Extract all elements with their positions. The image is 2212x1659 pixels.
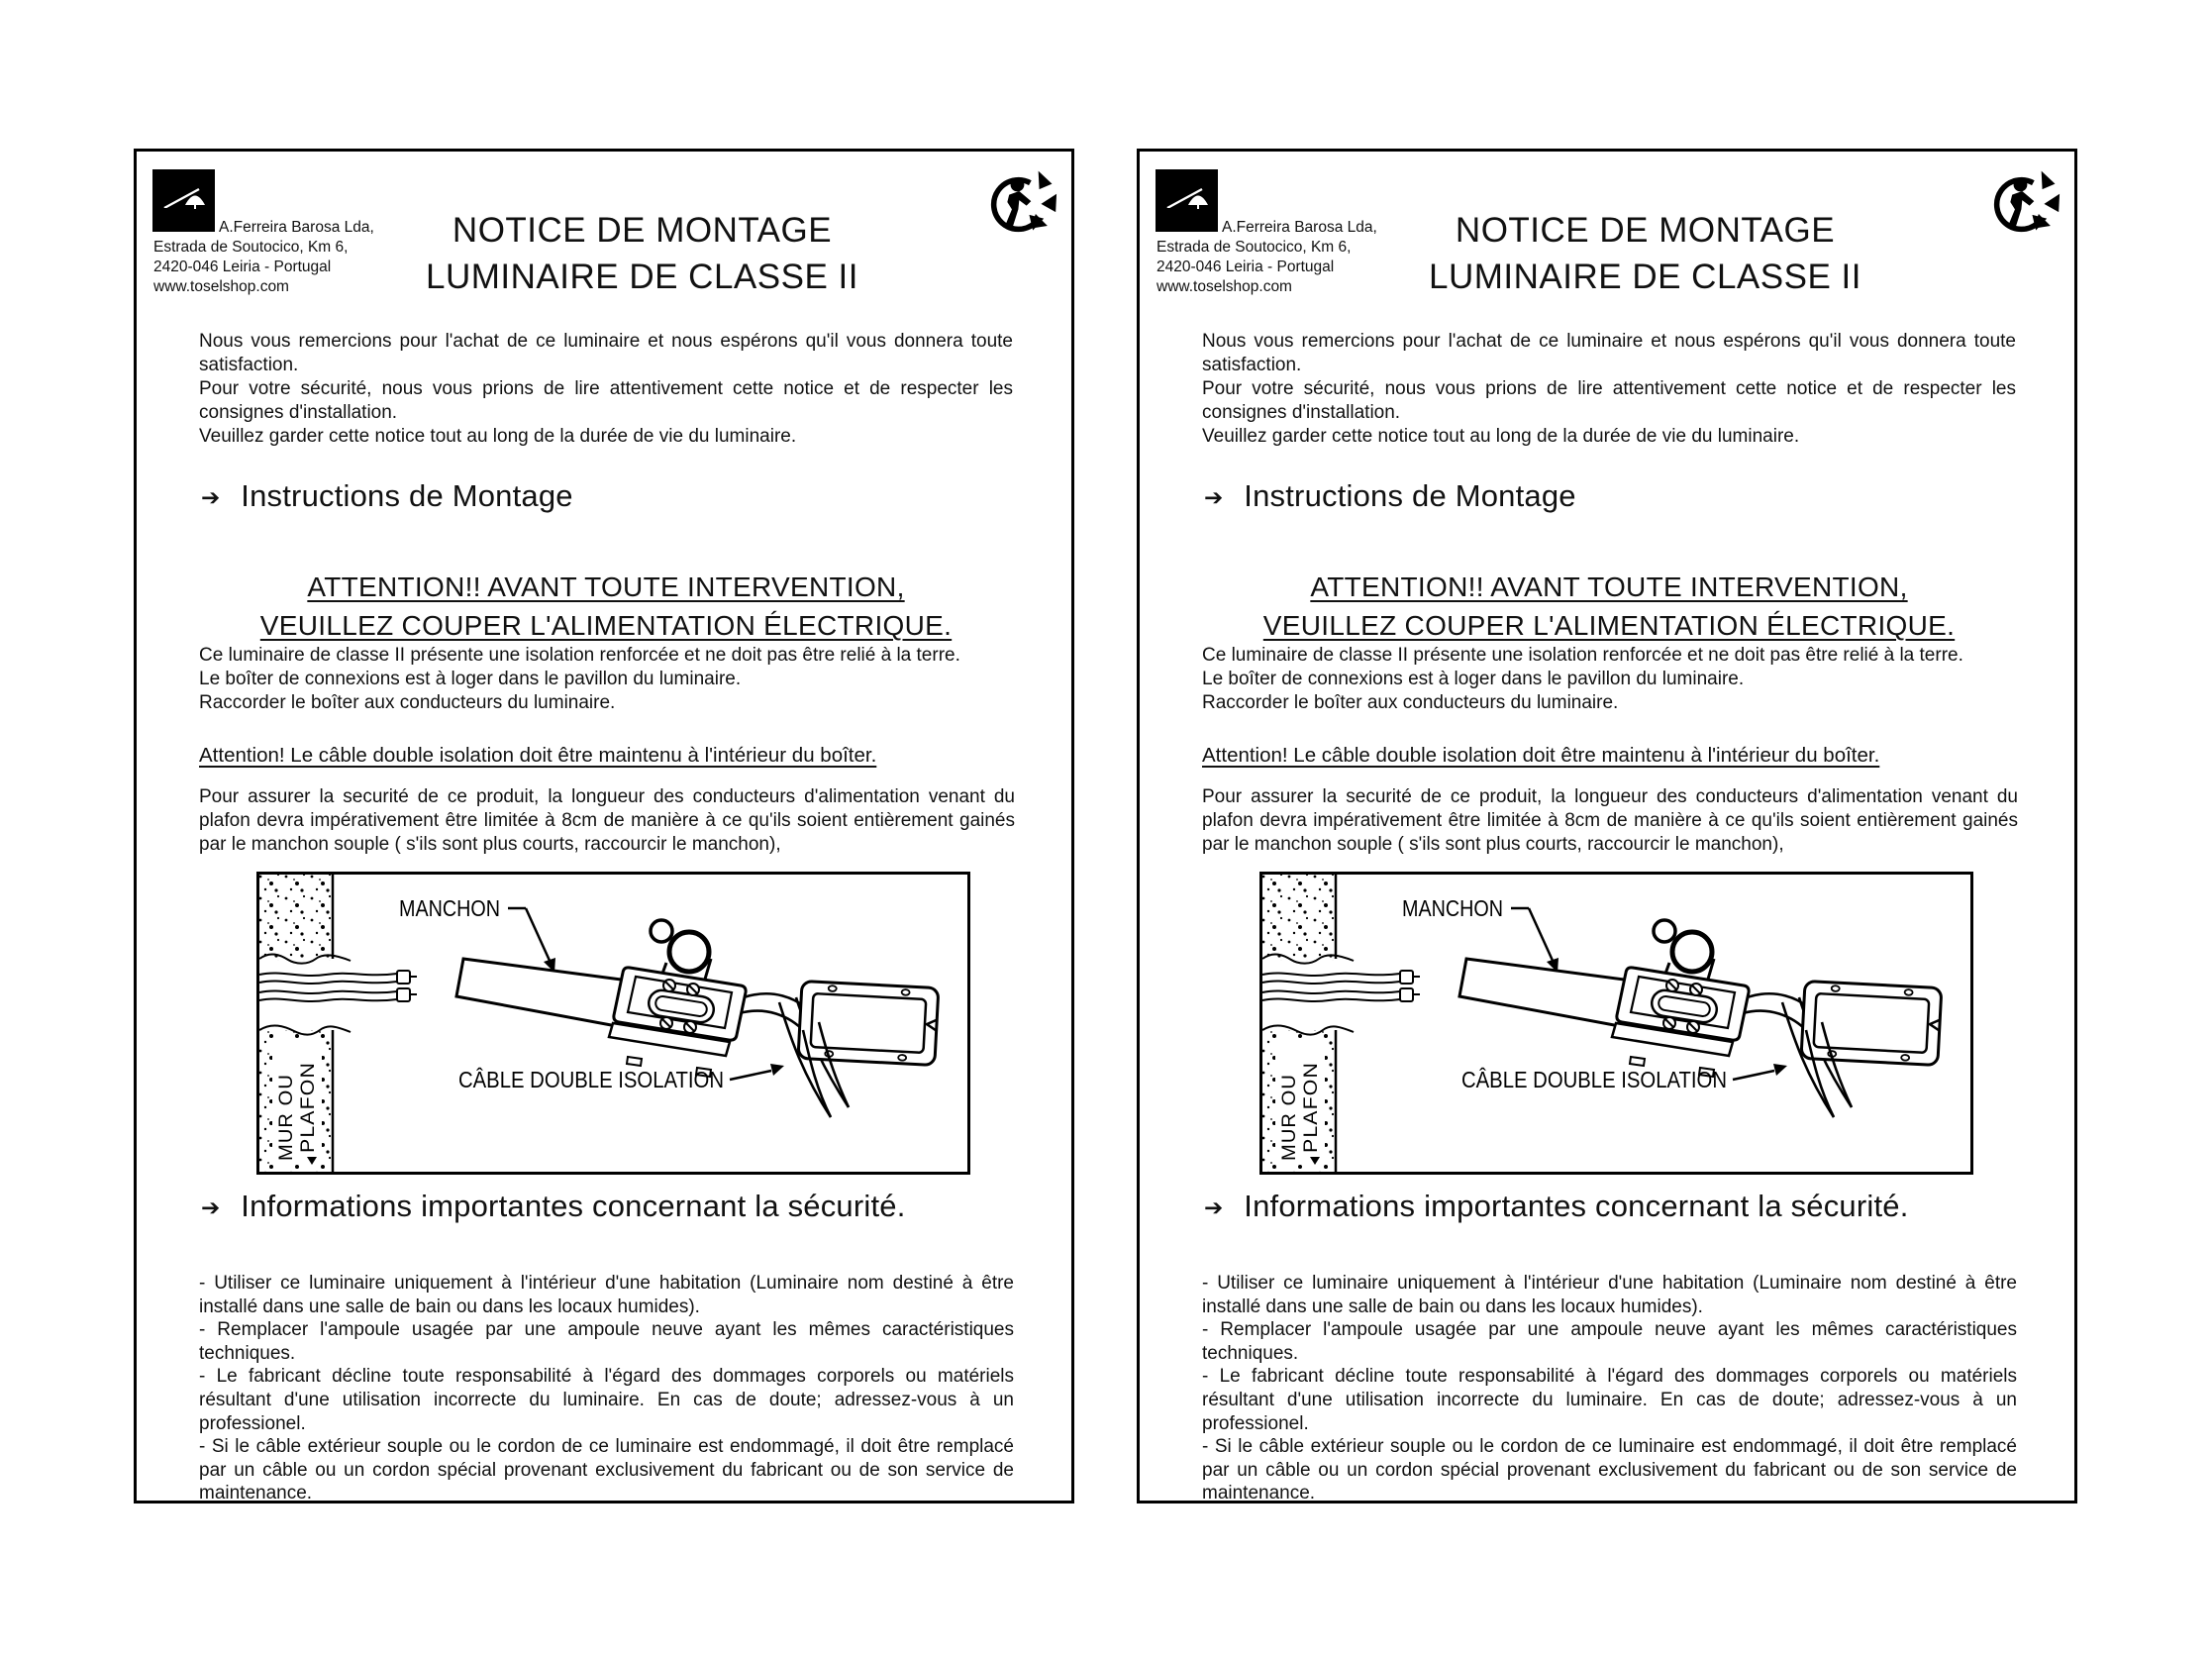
safety-list <box>199 1272 1014 1505</box>
address-line-1: Estrada de Soutocico, Km 6, <box>153 239 349 256</box>
securite-heading: Informations importantes concernant la sécurité. <box>241 1189 906 1223</box>
address-line-2: 2420-046 Leiria - Portugal <box>1156 259 1335 275</box>
arrow-right-icon: ➔ <box>201 483 221 510</box>
montage-heading-row <box>201 478 573 514</box>
security-length-paragraph: Pour assurer la securité de ce produit, la longueur des conducteurs d'alimentation venant du plafon devra impérativement être limitée à 8cm de manière à ce qu'ils soient entièrement gainés par le manchon souple ( s'ils sont plus courts, raccourcir le manchon), <box>1202 786 2018 855</box>
securite-heading: Informations importantes concernant la sécurité. <box>1244 1189 1909 1223</box>
attention-cable-note: Attention! Le câble double isolation doit être maintenu à l'intérieur du boîter. <box>1202 744 1880 767</box>
intro-paragraph-3: Veuillez garder cette notice tout au long de la durée de vie du luminaire. <box>199 426 797 447</box>
notice-page-left <box>134 149 1074 1503</box>
wall-label-line-2: PLAFON <box>1301 1071 1322 1153</box>
class2-note-2: Le boîter de connexions est à loger dans le pavillon du luminaire. <box>1202 669 1745 689</box>
warning-line-2: VEUILLEZ COUPER L'ALIMENTATION ÉLECTRIQUE. <box>259 610 953 641</box>
page-title <box>362 207 922 300</box>
class2-note-3: Raccorder le boîter aux conducteurs du luminaire. <box>1202 692 1619 713</box>
arrow-right-icon: ➔ <box>1204 483 1224 510</box>
cable-label: CÂBLE DOUBLE ISOLATION <box>1461 1067 1727 1092</box>
safety-item-1: - Utiliser ce luminaire uniquement à l'intérieur d'une habitation (Luminaire nom destiné à être installé dans une salle de bain ou dans les locaux humides). <box>199 1273 1014 1317</box>
attention-cable-note: Attention! Le câble double isolation doit être maintenu à l'intérieur du boîter. <box>199 744 877 767</box>
page-title <box>1365 207 1925 300</box>
safety-item-3: - Le fabricant décline toute responsabilité à l'égard des dommages corporels ou matériels résultant d'une utilisation incorrecte du luminaire. En cas de doute; adressez-vous à un professionel. <box>1202 1366 2017 1434</box>
wall-label-line-1: MUR OU <box>1279 1078 1300 1161</box>
safety-item-2: - Remplacer l'ampoule usagée par une ampoule neuve ayant les mêmes caractéristiques techniques. <box>199 1319 1014 1364</box>
safety-list <box>1202 1272 2017 1505</box>
triman-recycling-icon <box>1991 161 2061 243</box>
intro-paragraph-3: Veuillez garder cette notice tout au long de la durée de vie du luminaire. <box>1202 426 1800 447</box>
intro-paragraph-2: Pour votre sécurité, nous vous prions de lire attentivement cette notice et de respecter les consignes d'installation. <box>199 378 1013 423</box>
title-line-1: NOTICE DE MONTAGE <box>1455 211 1836 250</box>
company-name: A.Ferreira Barosa Lda, <box>219 219 374 236</box>
manchon-label: MANCHON <box>1402 895 1503 921</box>
class2-note-2: Le boîter de connexions est à loger dans le pavillon du luminaire. <box>199 669 742 689</box>
warning-line-1: ATTENTION!! AVANT TOUTE INTERVENTION, <box>307 571 905 602</box>
title-line-2: LUMINAIRE DE CLASSE II <box>1429 258 1861 296</box>
class2-notes <box>1202 644 2024 715</box>
website-url: www.toselshop.com <box>153 278 289 295</box>
montage-heading: Instructions de Montage <box>1244 478 1576 513</box>
arrow-right-icon: ➔ <box>201 1193 221 1220</box>
arrow-right-icon: ➔ <box>1204 1193 1224 1220</box>
notice-page-right <box>1137 149 2077 1503</box>
safety-item-4: - Si le câble extérieur souple ou le cordon de ce luminaire est endommagé, il doit être remplacé par un câble ou un cordon spécial provenant exclusivement du fabricant ou de son service de maintenance. <box>199 1436 1014 1504</box>
warning-block <box>196 568 1016 645</box>
montage-heading: Instructions de Montage <box>241 478 573 513</box>
title-line-2: LUMINAIRE DE CLASSE II <box>426 258 858 296</box>
logo-brand-text: Tosel <box>160 205 207 227</box>
class2-note-1: Ce luminaire de classe II présente une isolation renforcée et ne doit pas être relié à la terre. <box>199 645 960 666</box>
intro-paragraph-1: Nous vous remercions pour l'achat de ce luminaire et nous espérons qu'il vous donnera toute satisfaction. <box>1202 331 2016 375</box>
safety-item-1: - Utiliser ce luminaire uniquement à l'intérieur d'une habitation (Luminaire nom destiné à être installé dans une salle de bain ou dans les locaux humides). <box>1202 1273 2017 1317</box>
wall-label-line-2: PLAFON <box>298 1071 319 1153</box>
address-line-2: 2420-046 Leiria - Portugal <box>153 259 332 275</box>
cable-label: CÂBLE DOUBLE ISOLATION <box>458 1067 724 1092</box>
class2-notes <box>199 644 1021 715</box>
securite-heading-row <box>201 1189 906 1224</box>
montage-heading-row <box>1204 478 1576 514</box>
triman-recycling-icon <box>988 161 1057 243</box>
intro-paragraphs <box>199 330 1013 449</box>
wall-label <box>1275 1038 1325 1165</box>
intro-paragraph-2: Pour votre sécurité, nous vous prions de lire attentivement cette notice et de respecter les consignes d'installation. <box>1202 378 2016 423</box>
installation-diagram <box>256 872 970 1175</box>
company-name: A.Ferreira Barosa Lda, <box>1222 219 1377 236</box>
class2-note-1: Ce luminaire de classe II présente une isolation renforcée et ne doit pas être relié à la terre. <box>1202 645 1963 666</box>
securite-heading-row <box>1204 1189 1909 1224</box>
warning-line-1: ATTENTION!! AVANT TOUTE INTERVENTION, <box>1310 571 1908 602</box>
safety-item-3: - Le fabricant décline toute responsabilité à l'égard des dommages corporels ou matériels résultant d'une utilisation incorrecte du luminaire. En cas de doute; adressez-vous à un professionel. <box>199 1366 1014 1434</box>
safety-item-4: - Si le câble extérieur souple ou le cordon de ce luminaire est endommagé, il doit être remplacé par un câble ou un cordon spécial provenant exclusivement du fabricant ou de son service de maintenance. <box>1202 1436 2017 1504</box>
tosel-logo <box>152 169 215 232</box>
wall-label-line-1: MUR OU <box>276 1078 297 1161</box>
intro-paragraph-1: Nous vous remercions pour l'achat de ce luminaire et nous espérons qu'il vous donnera toute satisfaction. <box>199 331 1013 375</box>
logo-brand-text: Tosel <box>1163 205 1210 227</box>
safety-item-2: - Remplacer l'ampoule usagée par une ampoule neuve ayant les mêmes caractéristiques techniques. <box>1202 1319 2017 1364</box>
address-line-1: Estrada de Soutocico, Km 6, <box>1156 239 1352 256</box>
class2-note-3: Raccorder le boîter aux conducteurs du luminaire. <box>199 692 616 713</box>
installation-diagram <box>1259 872 1973 1175</box>
warning-line-2: VEUILLEZ COUPER L'ALIMENTATION ÉLECTRIQUE. <box>1262 610 1956 641</box>
intro-paragraphs <box>1202 330 2016 449</box>
wall-label <box>272 1038 322 1165</box>
security-length-paragraph: Pour assurer la securité de ce produit, la longueur des conducteurs d'alimentation venant du plafon devra impérativement être limitée à 8cm de manière à ce qu'ils soient entièrement gainés par le manchon souple ( s'ils sont plus courts, raccourcir le manchon), <box>199 786 1015 855</box>
title-line-1: NOTICE DE MONTAGE <box>452 211 833 250</box>
website-url: www.toselshop.com <box>1156 278 1292 295</box>
manchon-label: MANCHON <box>399 895 500 921</box>
warning-block <box>1199 568 2019 645</box>
tosel-logo <box>1156 169 1218 232</box>
